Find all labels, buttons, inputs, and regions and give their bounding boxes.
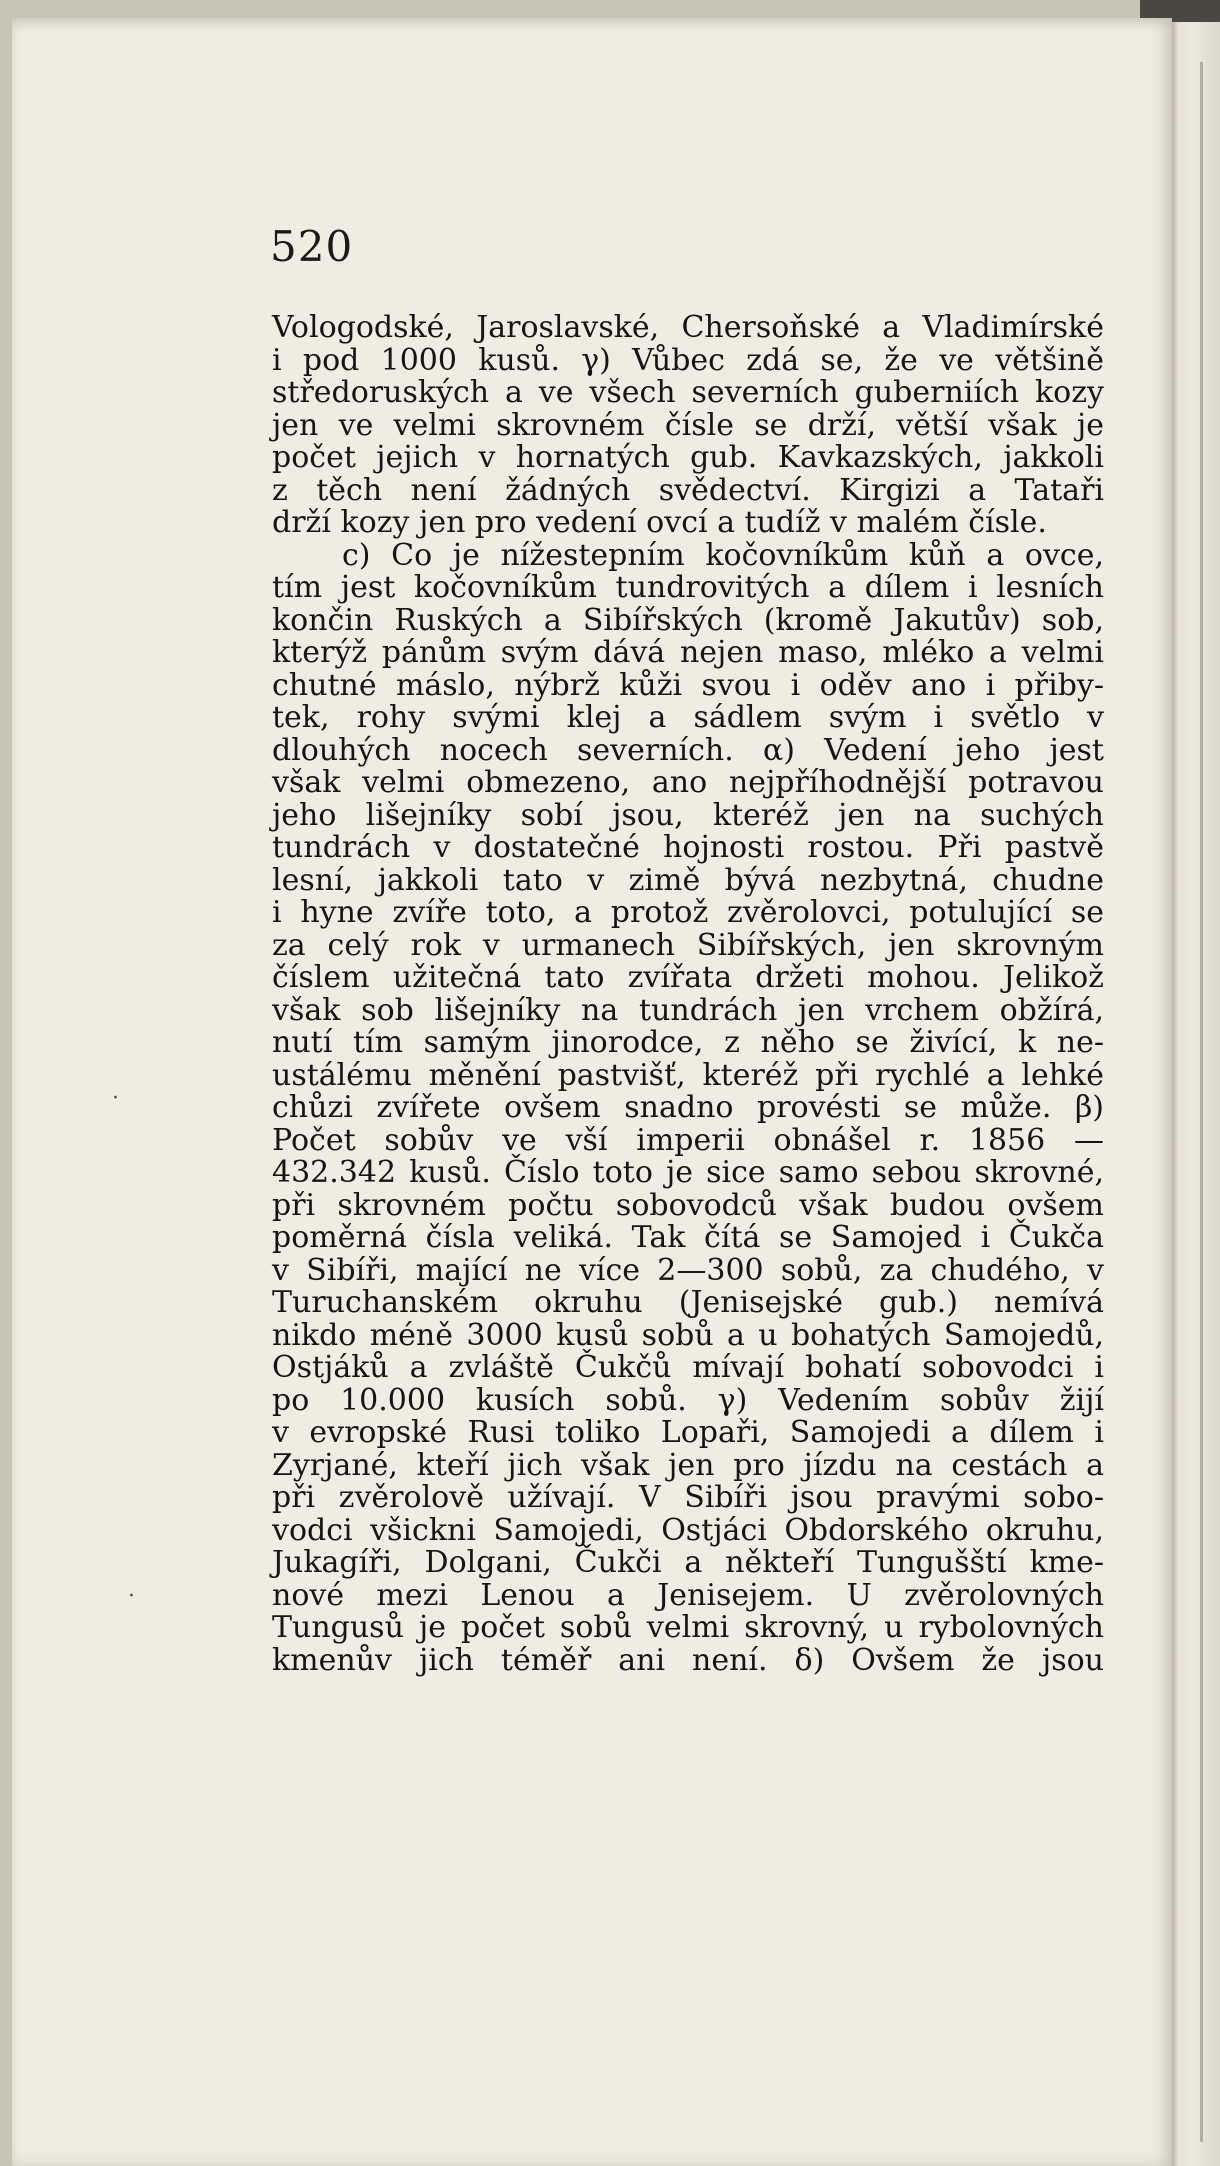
text-line: končin Ruských a Sibířských (kromě Jakutův) sob, [272, 602, 1104, 638]
text-line: nové mezi Lenou a Jenisejem. U zvěrolovných [272, 1577, 1104, 1613]
text-line: Vologodské, Jaroslavské, Chersoňské a Vladimírské [272, 310, 1104, 345]
text-line: tím jest kočovníkům tundrovitých a dílem i lesních [272, 570, 1104, 605]
text-line: i pod 1000 kusů. γ) Vůbec zdá se, že ve většině [272, 342, 1104, 378]
text-line: tundrách v dostatečné hojnosti rostou. Při pastvě [272, 830, 1104, 865]
text-line: Turuchanském okruhu (Jenisejské gub.) nemívá [272, 1285, 1104, 1320]
text-line: v evropské Rusi toliko Lopaři, Samojedi a dílem i [272, 1415, 1104, 1450]
text-line: drží kozy jen pro vedení ovcí a tudíž v malém čísle. [272, 505, 1047, 540]
page-gutter-shadow [1200, 62, 1203, 2142]
text-line: i hyne zvíře toto, a protož zvěrolovci, potulující se [272, 895, 1104, 930]
text-line: lesní, jakkoli tato v zimě bývá nezbytná, chudne [272, 862, 1104, 898]
text-line: Tungusů je počet sobů velmi skrovný, u rybolovných [272, 1610, 1104, 1645]
text-line: Ostjáků a zvláště Čukčů mívají bohatí sobovodci i [272, 1350, 1104, 1385]
scan-speck-mark: · [128, 1584, 135, 1609]
text-line: však sob lišejníky na tundrách jen vrchem obžírá, [272, 992, 1104, 1028]
text-line: v Sibíři, mající ne více 2—300 sobů, za chudého, v [272, 1252, 1104, 1288]
text-line: nikdo méně 3000 kusů sobů a u bohatých Samojedů, [272, 1317, 1104, 1353]
text-line: ustálému měnění pastvišť, kteréž při rychlé a lehké [272, 1057, 1104, 1093]
text-line: kmenův jich téměř ani není. δ) Ovšem že jsou [272, 1642, 1104, 1678]
text-line: chůzi zvířete ovšem snadno provésti se může. β) [272, 1090, 1104, 1125]
text-line: vodci všickni Samojedi, Ostjáci Obdorského okruhu, [272, 1512, 1104, 1548]
text-line: tek, rohy svými klej a sádlem svým i světlo v [272, 700, 1104, 735]
text-line: 432.342 kusů. Číslo toto je sice samo sebou skrovné, [272, 1155, 1104, 1190]
text-line: po 10.000 kusích sobů. γ) Vedením sobův žijí [272, 1382, 1104, 1418]
text-line: dlouhých nocech severních. α) Vedení jeho jest [272, 732, 1104, 768]
text-line: chutné máslo, nýbrž kůži svou i oděv ano i přiby- [272, 667, 1104, 703]
text-line: při skrovném počtu sobovodců však budou ovšem [272, 1187, 1104, 1223]
text-line: kterýž pánům svým dává nejen maso, mléko a velmi [272, 635, 1104, 670]
text-line: při zvěrolově užívají. V Sibíři jsou pravými sobo- [272, 1480, 1104, 1515]
text-line: Zyrjané, kteří jich však jen pro jízdu na cestách a [272, 1447, 1104, 1483]
text-line: však velmi obmezeno, ano nejpříhodnější potravou [272, 765, 1104, 800]
text-line: c) Co je nížestepním kočovníkům kůň a ovce, [342, 537, 1104, 573]
text-line: Jukagíři, Dolgani, Čukči a někteří Tungušští kme- [272, 1545, 1104, 1580]
text-line: počet jejich v hornatých gub. Kavkazských, jakkoli [272, 440, 1104, 475]
text-line: za celý rok v urmanech Sibířských, jen skrovným [272, 927, 1104, 963]
text-line: z těch není žádných svědectví. Kirgizi a Tataři [272, 472, 1104, 508]
scan-speck-mark: · [112, 1086, 119, 1111]
text-line: jen ve velmi skrovném čísle se drží, větší však je [272, 407, 1104, 443]
text-line: středoruských a ve všech severních guberniích kozy [272, 375, 1104, 410]
adjacent-page-edge [1172, 22, 1220, 2166]
body-text [272, 312, 1104, 1677]
text-line: jeho lišejníky sobí jsou, kteréž jen na suchých [272, 797, 1104, 833]
text-line: číslem užitečná tato zvířata držeti mohou. Jelikož [272, 960, 1104, 995]
text-line: nutí tím samým jinorodce, z něho se živící, k ne- [272, 1025, 1104, 1060]
text-line: poměrná čísla veliká. Tak čítá se Samojed i Čukča [272, 1220, 1104, 1255]
text-line: Počet sobův ve vší imperii obnášel r. 1856 — [272, 1122, 1104, 1158]
page-number: 520 [270, 222, 354, 271]
